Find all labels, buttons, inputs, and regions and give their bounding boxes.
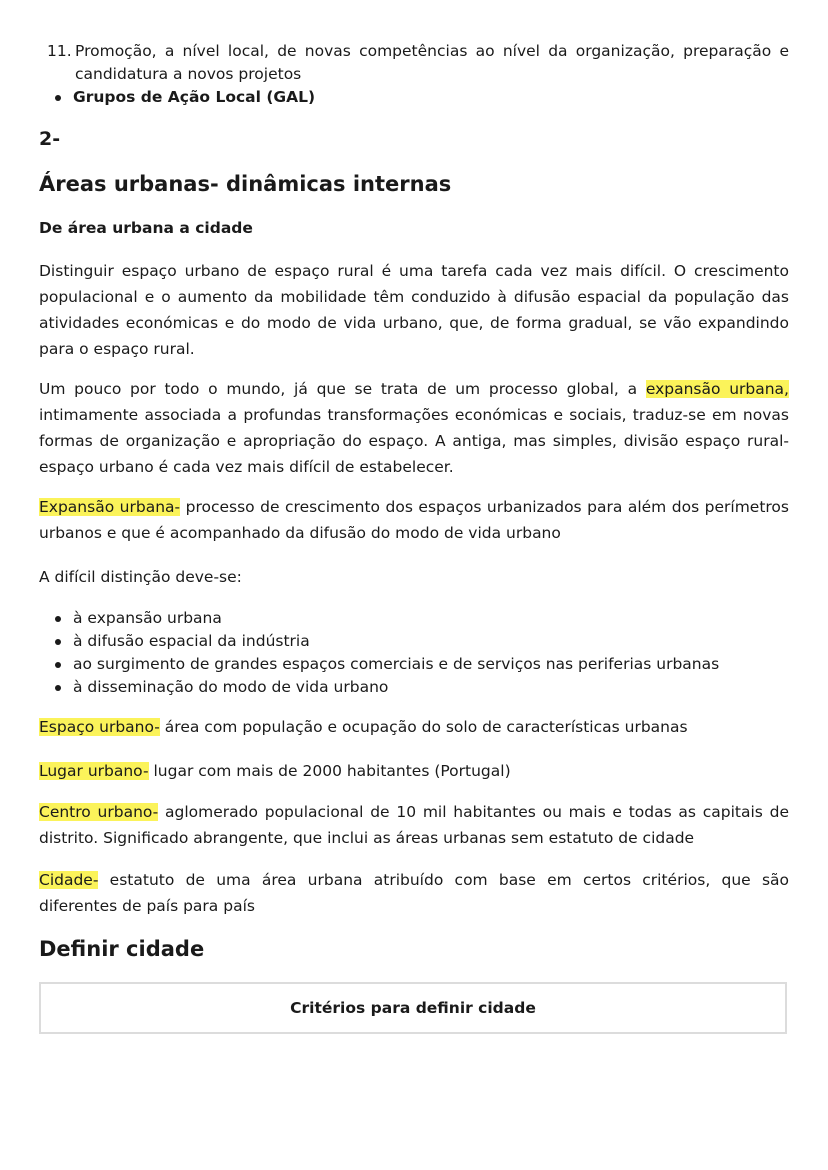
definition-term: Cidade- (39, 871, 99, 889)
highlight-expansao-urbana: expansão urbana, (645, 380, 789, 398)
definition-term: Centro urbano- (39, 803, 159, 821)
subtitle: De área urbana a cidade (39, 219, 253, 237)
criteria-table-header (39, 982, 787, 1034)
section-title-definir-cidade: Definir cidade (39, 937, 205, 961)
definition-expansao-urbana: Expansão urbana- processo de crescimento dos espaços urbanizados para além dos perímetros urbanos e que é acompanhado da difusão do modo de vida urbano (39, 498, 789, 542)
bullet-item-gal: Grupos de Ação Local (GAL) (39, 86, 789, 109)
definition-term: Expansão urbana- (39, 498, 181, 516)
list-number: 11. (47, 42, 72, 60)
definition-term: Lugar urbano- (39, 762, 149, 780)
list-item-text: Promoção, a nível local, de novas competências ao nível da organização, preparação e candidatura a novos projetos (75, 42, 789, 83)
definition-espaco-urbano: Espaço urbano- área com população e ocupação do solo de características urbanas (39, 718, 688, 736)
criteria-table-title: Critérios para definir cidade (290, 999, 536, 1017)
definition-lugar-urbano: Lugar urbano- lugar com mais de 2000 habitantes (Portugal) (39, 762, 511, 780)
distinction-item: à difusão espacial da indústria (39, 630, 789, 653)
page-title: Áreas urbanas- dinâmicas internas (39, 172, 452, 196)
section-number: 2- (39, 128, 61, 150)
distinction-intro: A difícil distinção deve-se: (39, 568, 242, 586)
distinction-item: à disseminação do modo de vida urbano (39, 676, 789, 699)
definition-cidade: Cidade- estatuto de uma área urbana atribuído com base em certos critérios, que são diferentes de país para país (39, 871, 789, 915)
bullet-list-gal (39, 86, 789, 109)
paragraph-1: Distinguir espaço urbano de espaço rural é uma tarefa cada vez mais difícil. O crescimento populacional e o aumento da mobilidade têm conduzido à difusão espacial da população das atividades económicas e do modo de vida urbano, que, de forma gradual, se vão expandindo para o espaço rural. (39, 262, 789, 358)
numbered-list-item (47, 40, 789, 86)
distinction-list (39, 607, 789, 699)
distinction-item: à expansão urbana (39, 607, 789, 630)
distinction-item: ao surgimento de grandes espaços comerciais e de serviços nas periferias urbanas (39, 653, 789, 676)
definition-term: Espaço urbano- (39, 718, 160, 736)
definition-centro-urbano: Centro urbano- aglomerado populacional de 10 mil habitantes ou mais e todas as capitais de distrito. Significado abrangente, que inclui as áreas urbanas sem estatuto de cidade (39, 803, 789, 847)
paragraph-2: Um pouco por todo o mundo, já que se trata de um processo global, a expansão urbana, intimamente associada a profundas transformações económicas e sociais, traduz-se em novas formas de organização e apropriação do espaço. A antiga, mas simples, divisão espaço rural-espaço urbano é cada vez mais difícil de estabelecer. (39, 380, 789, 476)
